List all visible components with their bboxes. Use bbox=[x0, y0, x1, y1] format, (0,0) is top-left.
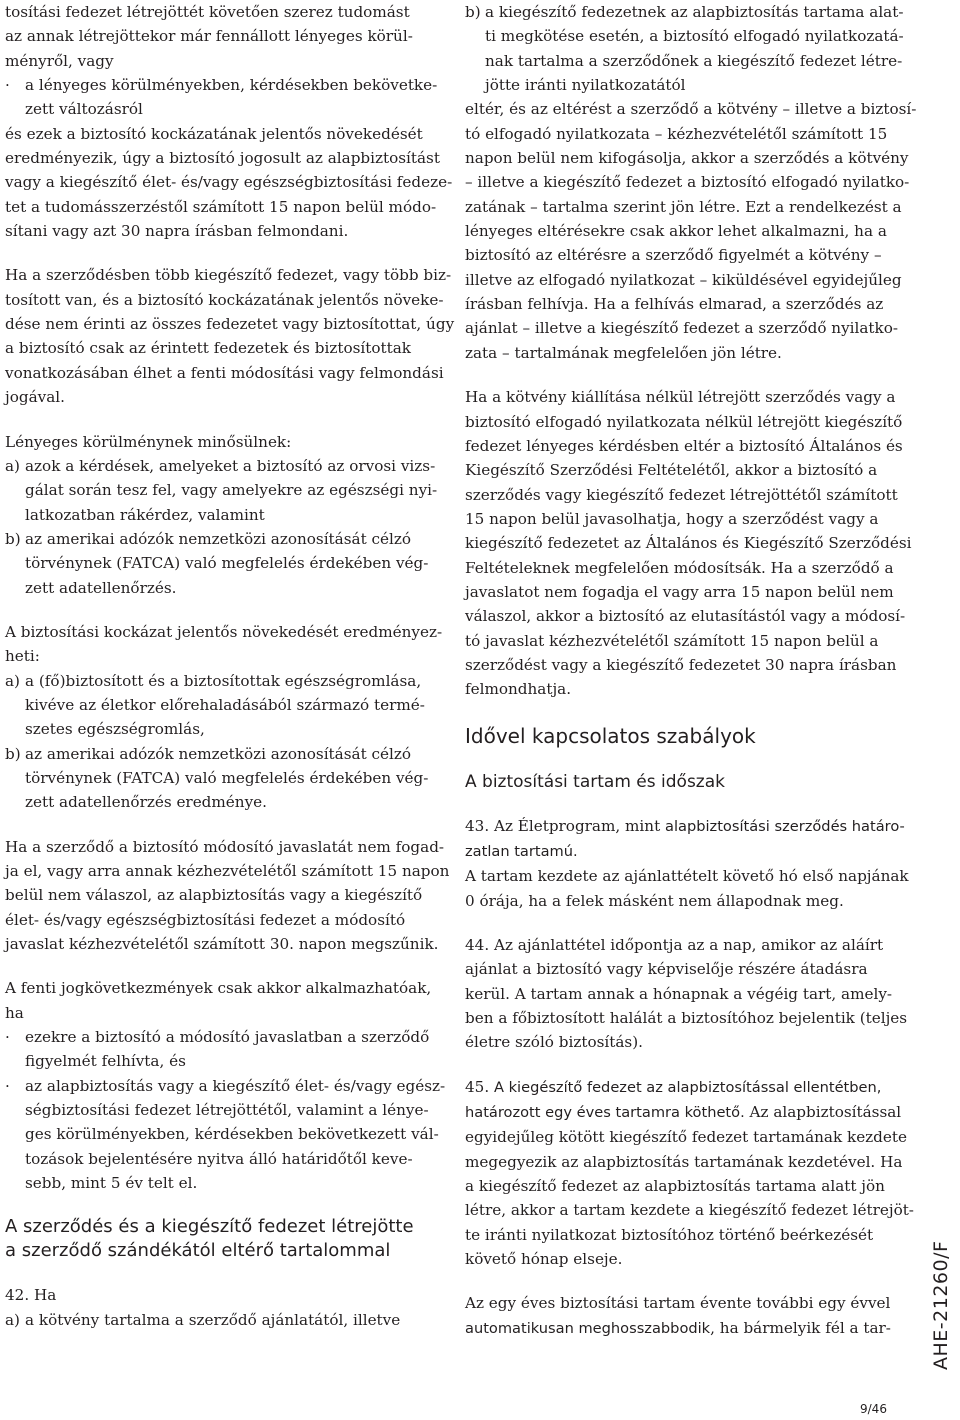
paragraph-45: 45. A kiegészítő fedezet az alapbiztosítással ellentétben, határozott egy éves tartamra köthető. Az alapbiztosítással egyidejűleg kötött kiegészítő fedezet tartamának kezdete megegyezik az alapbiztosítás tartamának kezdetével. Ha a kiegészítő fedezet az alapbiztosítás tartama alatt jön létre, akkor a tartam kezdete a kiegészítő fedezet létrejöt- te iránti nyilatkozat biztosítóhoz történő beérkezését követő hónap elseje. bbox=[465, 1075, 893, 1272]
text-line: biztosító elfogadó nyilatkozata nélkül létrejött kiegészítő bbox=[465, 412, 903, 431]
text-line: dése nem érinti az összes fedezetet vagy biztosítottat, úgy bbox=[5, 315, 455, 334]
text-line: napon belül nem kifogásolja, akkor a szerződés a kötvény bbox=[465, 149, 909, 168]
text-line: tó elfogadó nyilatkozata – kézhezvételétől számított 15 bbox=[465, 124, 888, 143]
text-line: A biztosítási kockázat jelentős növekedését eredményez- bbox=[5, 622, 443, 641]
text-line: létre, akkor a tartam kezdete a kiegészítő fedezet létrejöt- bbox=[465, 1201, 914, 1220]
text-line: – illetve a kiegészítő fedezet a biztosító elfogadó nyilatko- bbox=[465, 173, 910, 192]
text-line: biztosító az eltérésre a szerződő figyelmét a kötvény – bbox=[465, 246, 882, 265]
text-line: a biztosító csak az érintett fedezetek és biztosítottak bbox=[5, 339, 411, 358]
paragraph-44 bbox=[465, 933, 908, 1055]
text-line: megegyezik az alapbiztosítás tartamának kezdetével. Ha bbox=[465, 1152, 903, 1171]
text-line: te iránti nyilatkozat biztosítóhoz történő beérkezését bbox=[465, 1225, 874, 1244]
text-line: ja el, vagy arra annak kézhezvételétől számított 15 napon bbox=[5, 862, 450, 880]
text-line: Kiegészítő Szerződési Feltételétől, akkor a biztosító a bbox=[465, 461, 878, 480]
text-line: 15 napon belül javasolhatja, hogy a szerződést vagy a bbox=[465, 509, 879, 528]
text-line: a kiegészítő fedezet az alapbiztosítás tartama alatt jön bbox=[465, 1177, 885, 1196]
text-line: zatának – tartalma szerint jön létre. Ezt a rendelkezést a bbox=[465, 197, 902, 216]
text-line: eltér, és az eltérést a szerződő a kötvény – illetve a biztosí- bbox=[465, 100, 917, 119]
paragraph-46: Az egy éves biztosítási tartam évente további egy évvel automatikusan meghosszabbodik, ha bármelyik fél a tar- bbox=[465, 1294, 891, 1337]
paragraph-intro bbox=[5, 0, 430, 73]
bullet-item: · az alapbiztosítás vagy a kiegészítő élet- és/vagy egész- ségbiztosítási fedezet létrejöttétől, valamint a lénye- ges körülményekben, kérdésekben bekövetkezett vál- tozások bejelentésére nyitva álló határidőtől keve- sebb, mint 5 év telt el. bbox=[5, 1076, 446, 1193]
paragraph-deviation bbox=[465, 97, 917, 365]
text-line: életre szóló biztosítás). bbox=[465, 1033, 643, 1052]
text-line: tosított van, és a biztosító kockázatának jelentős növeke- bbox=[5, 290, 444, 309]
text-line: jogával. bbox=[5, 388, 65, 407]
paragraph-no-policy bbox=[465, 385, 912, 701]
text-line: ményről, vagy bbox=[5, 51, 114, 70]
paragraph-43: 43. Az Életprogram, mint alapbiztosítási szerződés határo- zatlan tartamú. A tartam kezdete az ajánlattételt követő hó első napjának 0 órája, ha a felek másként nem állapodnak meg. bbox=[465, 816, 909, 910]
text-line: 44. Az ajánlattétel időpontja az a nap, amikor az aláírt bbox=[465, 936, 884, 954]
bullet-item: · a lényeges körülményekben, kérdésekben bekövetke- zett változásról bbox=[5, 73, 430, 122]
text-line: javaslatot nem fogadja el vagy arra 15 napon belül nem bbox=[465, 582, 894, 601]
text-line: eredményezik, úgy a biztosító jogosult az alapbiztosítást bbox=[5, 149, 440, 168]
text-line: válaszol, akkor a biztosító az elutasítástól vagy a módosí- bbox=[465, 607, 906, 626]
text-line: ajánlat – illetve a kiegészítő fedezet a szerződő nyilatko- bbox=[465, 319, 899, 338]
list-item-a: a) azok a kérdések, amelyeket a biztosító az orvosi vizs- gálat során tesz fel, vagy amelyekre az egészségi nyi- latkozatban rákérdez, valamint bbox=[5, 456, 438, 524]
text-line: lényeges eltérésekre csak akkor lehet alkalmazni, ha a bbox=[465, 222, 887, 241]
text-line: egyidejűleg kötött kiegészítő fedezet tartamának kezdete bbox=[465, 1128, 907, 1147]
text-line: fedezet lényeges kérdésben eltér a biztosító Általános és bbox=[465, 436, 903, 455]
text-line: ajánlat a biztosító vagy képviselője részére átadásra bbox=[465, 960, 868, 979]
list-item-b: b) az amerikai adózók nemzetközi azonosítását célzó törvénynek (FATCA) való megfelelés érdekében vég- zett adatellenőrzés eredménye. bbox=[5, 744, 429, 812]
text-line: felmondhatja. bbox=[465, 680, 572, 699]
text-line: illetve az elfogadó nyilatkozat – kiküldésével egyidejűleg bbox=[465, 270, 902, 289]
right-column bbox=[465, 0, 917, 1341]
document-code: AHE-21260/F bbox=[930, 1240, 952, 1370]
text-line: sítani vagy azt 30 napra írásban felmondani. bbox=[5, 222, 349, 241]
paragraph-42: 42. Ha bbox=[5, 1286, 57, 1305]
text-line: tó javaslat kézhezvételétől számított 15 napon belül a bbox=[465, 631, 879, 650]
paragraph-intro-tail bbox=[5, 122, 453, 244]
subsection-title: A biztosítási tartam és időszak bbox=[465, 771, 725, 792]
list-item-a: a) a kötvény tartalma a szerződő ajánlatától, illetve bbox=[5, 1310, 401, 1329]
list-item-b: b) az amerikai adózók nemzetközi azonosítását célzó törvénynek (FATCA) való megfelelés érdekében vég- zett adatellenőrzés. bbox=[5, 529, 429, 597]
text-line: tet a tudomásszerzéstől számított 15 napon belül módo- bbox=[5, 197, 437, 216]
page-number: 9/46 bbox=[860, 1402, 887, 1416]
section-title: Idővel kapcsolatos szabályok bbox=[465, 723, 756, 748]
text-line: Feltételeknek megfelelően módosítsák. Ha a szerződő a bbox=[465, 558, 894, 577]
text-line: és ezek a biztosító kockázatának jelentős növekedését bbox=[5, 124, 423, 143]
text-line: Ha a szerződő a biztosító módosító javaslatát nem fogad- bbox=[5, 837, 445, 856]
text-line: követő hónap elseje. bbox=[465, 1250, 623, 1269]
text-line: zata – tartalmának megfelelően jön létre. bbox=[465, 343, 782, 362]
paragraph-multiple-coverages bbox=[5, 263, 455, 409]
text-line: az annak létrejöttekor már fennállott lényeges körül- bbox=[5, 27, 413, 46]
text-line: Ha a kötvény kiállítása nélkül létrejött szerződés vagy a bbox=[465, 388, 896, 407]
text-line: ben a főbiztosított halálát a biztosítóhoz bejelentik (teljes bbox=[465, 1009, 908, 1028]
text-line: heti: bbox=[5, 647, 40, 666]
text-line: tosítási fedezet létrejöttét követően szerez tudomást bbox=[5, 3, 410, 21]
text-line: szerződés vagy kiegészítő fedezet létrejöttétől számított bbox=[465, 485, 898, 504]
text-line: írásban felhívja. Ha a felhívás elmarad, a szerződés az bbox=[465, 295, 884, 314]
text-line: vonatkozásában élhet a fenti módosítási vagy felmondási bbox=[5, 363, 444, 382]
text-line: belül nem válaszol, az alapbiztosítás vagy a kiegészítő bbox=[5, 886, 423, 905]
text-line: szerződést vagy a kiegészítő fedezetet 30 napra írásban bbox=[465, 655, 897, 674]
paragraph-material-circumstances: Lényeges körülménynek minősülnek: bbox=[5, 432, 292, 451]
text-line: Ha a szerződésben több kiegészítő fedezet, vagy több biz- bbox=[5, 266, 452, 285]
text-line: vagy a kiegészítő élet- és/vagy egészségbiztosítási fedeze- bbox=[5, 173, 453, 192]
bullet-mark: · bbox=[5, 76, 10, 95]
text-line: kiegészítő fedezetet az Általános és Kiegészítő Szerződési bbox=[465, 534, 912, 553]
paragraph-rejection bbox=[5, 835, 450, 957]
left-column bbox=[5, 0, 455, 1332]
text-line: kerül. A tartam annak a hónapnak a végéig tart, amely- bbox=[465, 984, 893, 1003]
section-heading: A szerződés és a kiegészítő fedezet létrejötte a szerződő szándékától eltérő tartalommal bbox=[5, 1216, 414, 1262]
text-line: élet- és/vagy egészségbiztosítási fedezet a módosító bbox=[5, 910, 406, 929]
text-line: javaslat kézhezvételétől számított 30. napon megszűnik. bbox=[5, 935, 439, 954]
bullet-item: · ezekre a biztosító a módosító javaslatban a szerződő figyelmét felhívta, és bbox=[5, 1028, 430, 1071]
paragraph-conditions bbox=[5, 976, 430, 1025]
text-line: ha bbox=[5, 1003, 24, 1022]
list-item-b: b) a kiegészítő fedezetnek az alapbiztosítás tartama alat- ti megkötése esetén, a biztosító elfogadó nyilatkozatá- nak tartalma a szerződőnek a kiegészítő fedezet létre- jötte iránti nyilatkozatától bbox=[465, 3, 904, 95]
list-item-a: a) a (fő)biztosított és a biztosítottak egészségromlása, kivéve az életkor előrehaladásából származó termé- szetes egészségromlás, bbox=[5, 671, 425, 739]
paragraph-risk-increase bbox=[5, 620, 443, 669]
text-line: A fenti jogkövetkezmények csak akkor alkalmazhatóak, bbox=[5, 979, 432, 998]
